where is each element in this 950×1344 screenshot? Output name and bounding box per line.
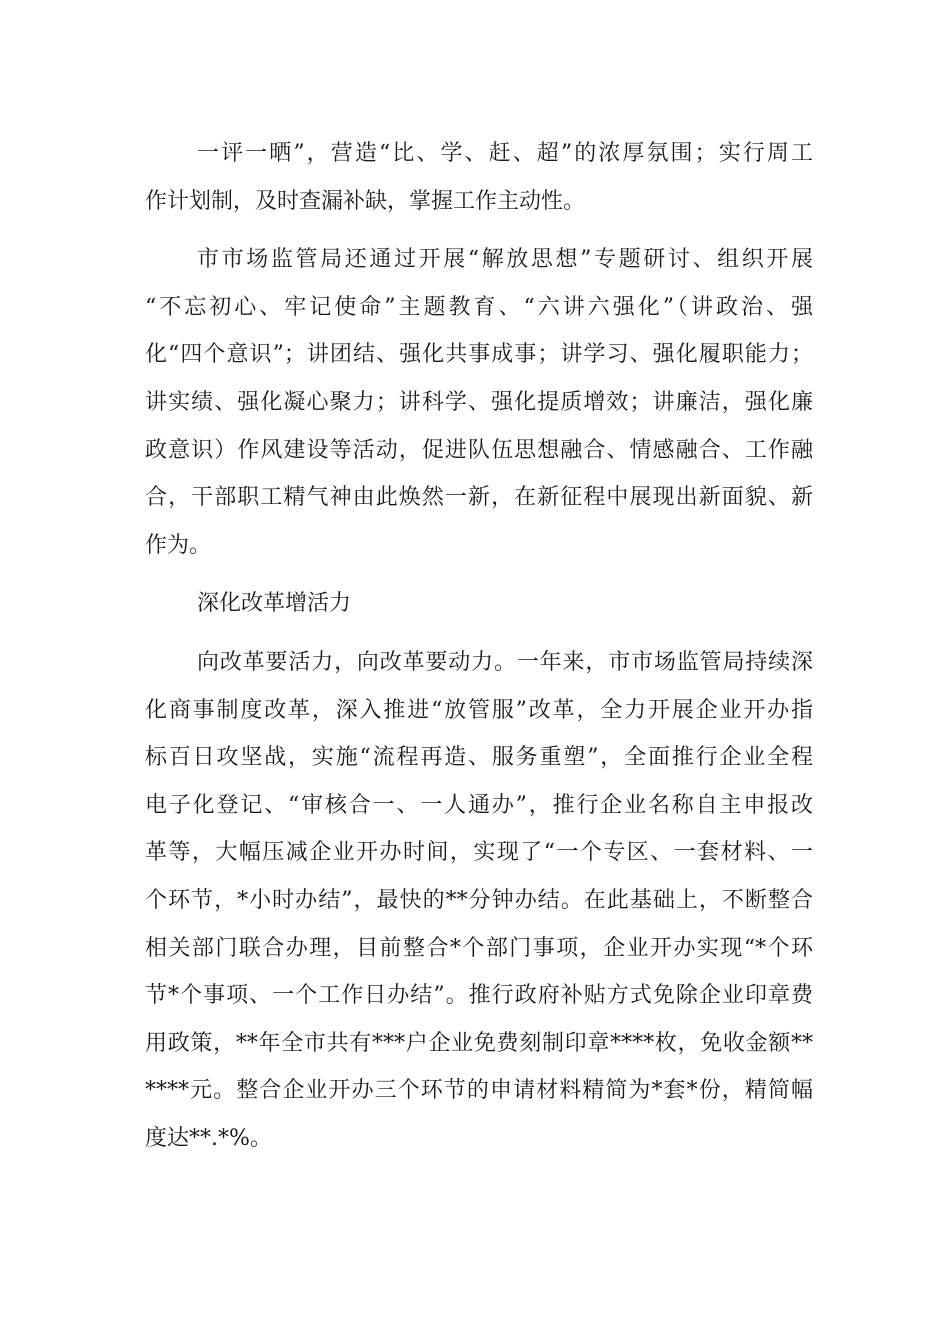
text-line: 节*个事项、一个工作日办结”。推行政府补贴方式免除企业印章费 (145, 983, 813, 1009)
text-line: 向改革要活力，向改革要动力。一年来，市市场监管局持续深 (197, 649, 813, 675)
paragraph-1 (145, 130, 813, 225)
text-line: 用政策，**年全市共有***户企业免费刻制印章****枚，免收金额** (145, 1030, 813, 1056)
text-line: 个环节，*小时办结”，最快的**分钟办结。在此基础上，不断整合 (145, 887, 813, 913)
text-line: 政意识）作风建设等活动，促进队伍思想融合、情感融合、工作融 (145, 437, 813, 463)
text-line: 合，干部职工精气神由此焕然一新，在新征程中展现出新面貌、新 (145, 485, 813, 511)
paragraph-2 (145, 236, 813, 569)
heading-text: 深化改革增活力 (197, 591, 352, 617)
text-line: 一评一晒”，营造“比、学、赶、超”的浓厚氛围；实行周工 (197, 141, 813, 166)
section-heading (145, 580, 813, 628)
text-line: 讲实绩、强化凝心聚力；讲科学、强化提质增效；讲廉洁，强化廉 (145, 389, 813, 415)
text-line: 市市场监管局还通过开展“解放思想”专题研讨、组织开展 (197, 247, 813, 273)
text-line: ****元。整合企业开办三个环节的申请材料精简为*套*份，精简幅 (145, 1078, 813, 1104)
text-line: 化商事制度改革，深入推进“放管服”改革，全力开展企业开办指 (145, 697, 813, 723)
text-line: 作计划制，及时查漏补缺，掌握工作主动性。 (145, 188, 586, 214)
text-line: “不忘初心、牢记使命”主题教育、“六讲六强化”（讲政治、强 (145, 294, 813, 320)
text-line: 革等，大幅压减企业开办时间，实现了“一个专区、一套材料、一 (145, 840, 813, 866)
text-line: 相关部门联合办理，目前整合*个部门事项，企业开办实现“*个环 (145, 935, 813, 961)
text-line: 标百日攻坚战，实施“流程再造、服务重塑”，全面推行企业全程 (145, 745, 813, 771)
text-line: 电子化登记、“审核合一、一人通办”，推行企业名称自主申报改 (145, 792, 813, 818)
text-line: 化“四个意识”；讲团结、强化共事成事；讲学习、强化履职能力； (145, 342, 813, 368)
text-line: 作为。 (145, 532, 212, 558)
document-body (145, 130, 813, 1162)
text-line: 度达**.*%。 (145, 1125, 272, 1151)
paragraph-3 (145, 639, 813, 1163)
